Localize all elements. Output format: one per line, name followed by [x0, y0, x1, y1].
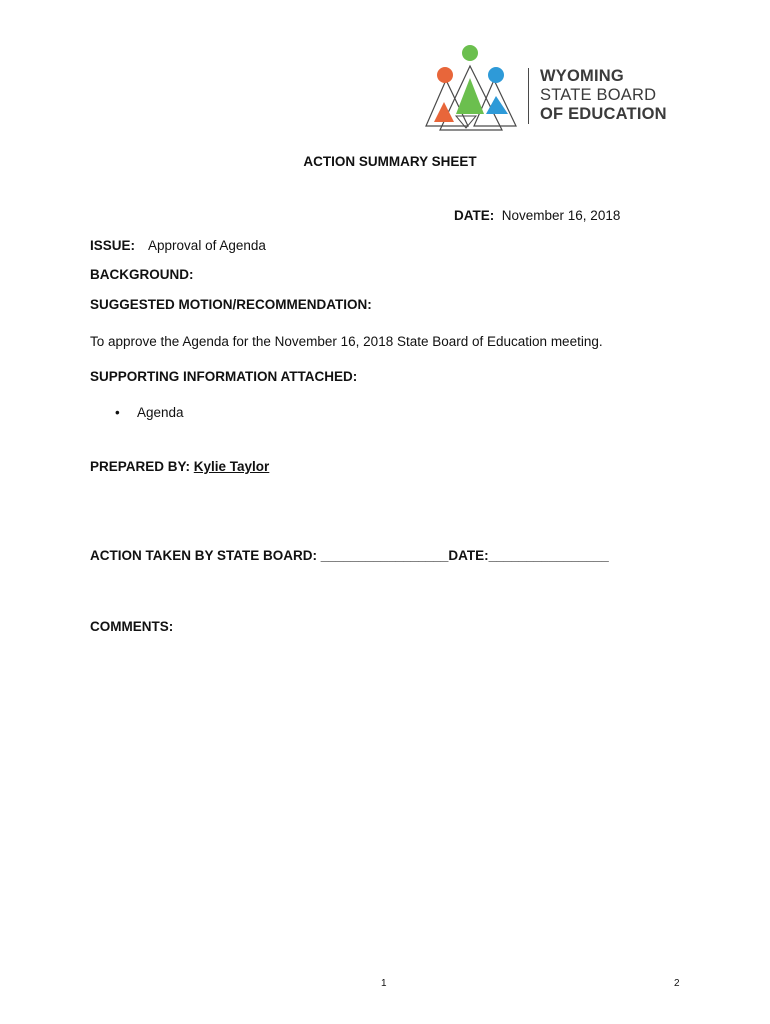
issue-value: Approval of Agenda — [148, 238, 266, 253]
background-label: BACKGROUND: — [90, 267, 194, 282]
page-title: ACTION SUMMARY SHEET — [303, 154, 477, 169]
triangles-logo-icon — [418, 42, 528, 134]
supporting-label: SUPPORTING INFORMATION ATTACHED: — [90, 369, 358, 384]
prepared-name: Kylie Taylor — [193, 459, 270, 474]
comments-label: COMMENTS: — [90, 619, 174, 634]
issue-line — [90, 238, 266, 253]
prepared-line — [90, 459, 269, 474]
logo-wordmark — [540, 67, 667, 124]
logo-divider — [528, 68, 529, 124]
motion-label: SUGGESTED MOTION/RECOMMENDATION: — [90, 297, 372, 312]
logo-line-1: WYOMING — [540, 67, 624, 85]
date-label: DATE: — [454, 208, 495, 223]
date-line — [454, 208, 620, 223]
prepared-label: PREPARED BY: — [90, 459, 191, 474]
motion-text: To approve the Agenda for the November 16, 2018 State Board of Education meeting. — [90, 334, 603, 349]
action-taken-line: ACTION TAKEN BY STATE BOARD: _________________DATE:________________ — [90, 548, 609, 563]
page-number-right: 2 — [674, 978, 680, 989]
supporting-item: Agenda — [137, 405, 184, 420]
bullet-icon: • — [115, 405, 120, 420]
logo-line-2: STATE BOARD — [540, 86, 657, 104]
logo-line-3: OF EDUCATION — [540, 105, 667, 123]
issue-label: ISSUE: — [90, 238, 136, 253]
date-value: November 16, 2018 — [501, 208, 621, 223]
page-number-left: 1 — [381, 978, 387, 989]
